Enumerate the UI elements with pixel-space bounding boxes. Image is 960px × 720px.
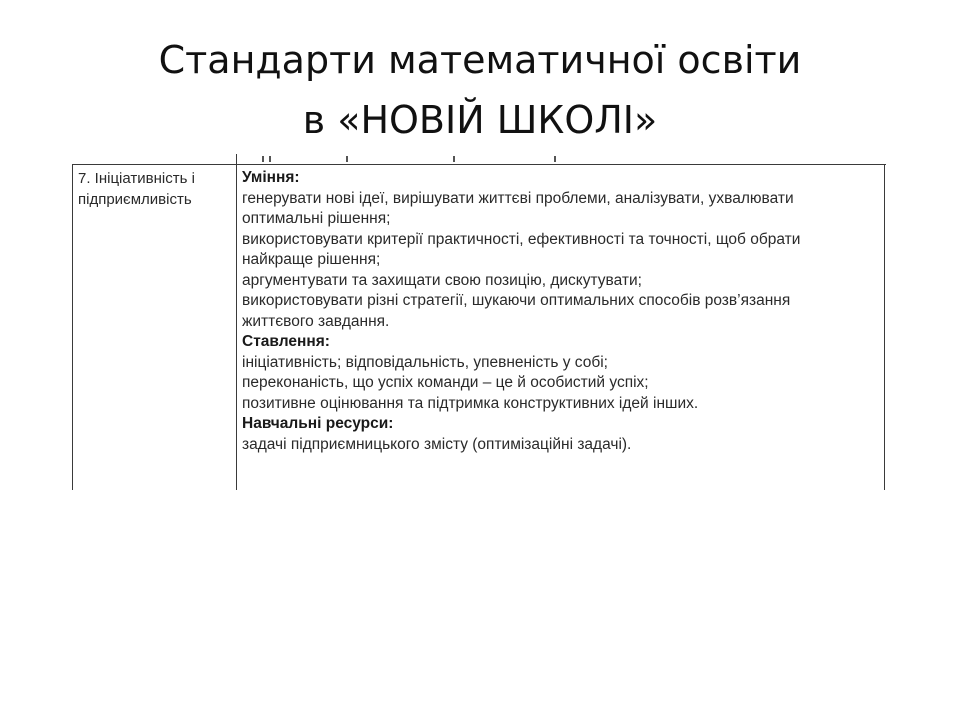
attitudes-line: ініціативність; відповідальність, упевненість у собі; (242, 353, 608, 371)
attitudes-line: позитивне оцінювання та підтримка конструктивних ідей інших. (242, 394, 699, 412)
table-column-divider (236, 154, 237, 490)
slide-title (0, 30, 960, 150)
scanned-table-image (70, 154, 888, 490)
attitudes-line: переконаність, що успіх команди – це й особистий успіх; (242, 374, 649, 391)
slide-title-line-1: Стандарти математичної освіти (158, 38, 802, 82)
competency-cell (78, 168, 230, 210)
description-cell (242, 168, 878, 455)
slide-title-line-2: в «НОВІЙ ШКОЛІ» (302, 98, 658, 142)
table-right-border (884, 164, 885, 490)
skills-line: використовувати різні стратегії, шукаючи оптимальних способів розв’язання (242, 292, 791, 309)
skills-line: оптимальні рішення; (242, 210, 391, 227)
competency-line-2: підприємливість (78, 191, 192, 208)
competency-line-1: 7. Ініціативність і (78, 170, 195, 187)
skills-line: найкраще рішення; (242, 251, 381, 268)
skills-line: генерувати нові ідеї, вирішувати життєві проблеми, аналізувати, ухвалювати (242, 189, 794, 207)
resources-line: задачі підприємницького змісту (оптимізаційні задачі). (242, 435, 632, 453)
table-left-border (72, 164, 73, 490)
attitudes-heading: Ставлення: (242, 333, 330, 350)
skills-line: використовувати критерії практичності, ефективності та точності, щоб обрати (242, 230, 801, 248)
cropped-text-fragments (248, 154, 588, 162)
skills-heading: Уміння: (242, 169, 300, 186)
table-top-border (72, 164, 886, 165)
skills-line: життєвого завдання. (242, 312, 390, 330)
skills-line: аргументувати та захищати свою позицію, дискутувати; (242, 271, 642, 289)
resources-heading: Навчальні ресурси: (242, 415, 394, 432)
